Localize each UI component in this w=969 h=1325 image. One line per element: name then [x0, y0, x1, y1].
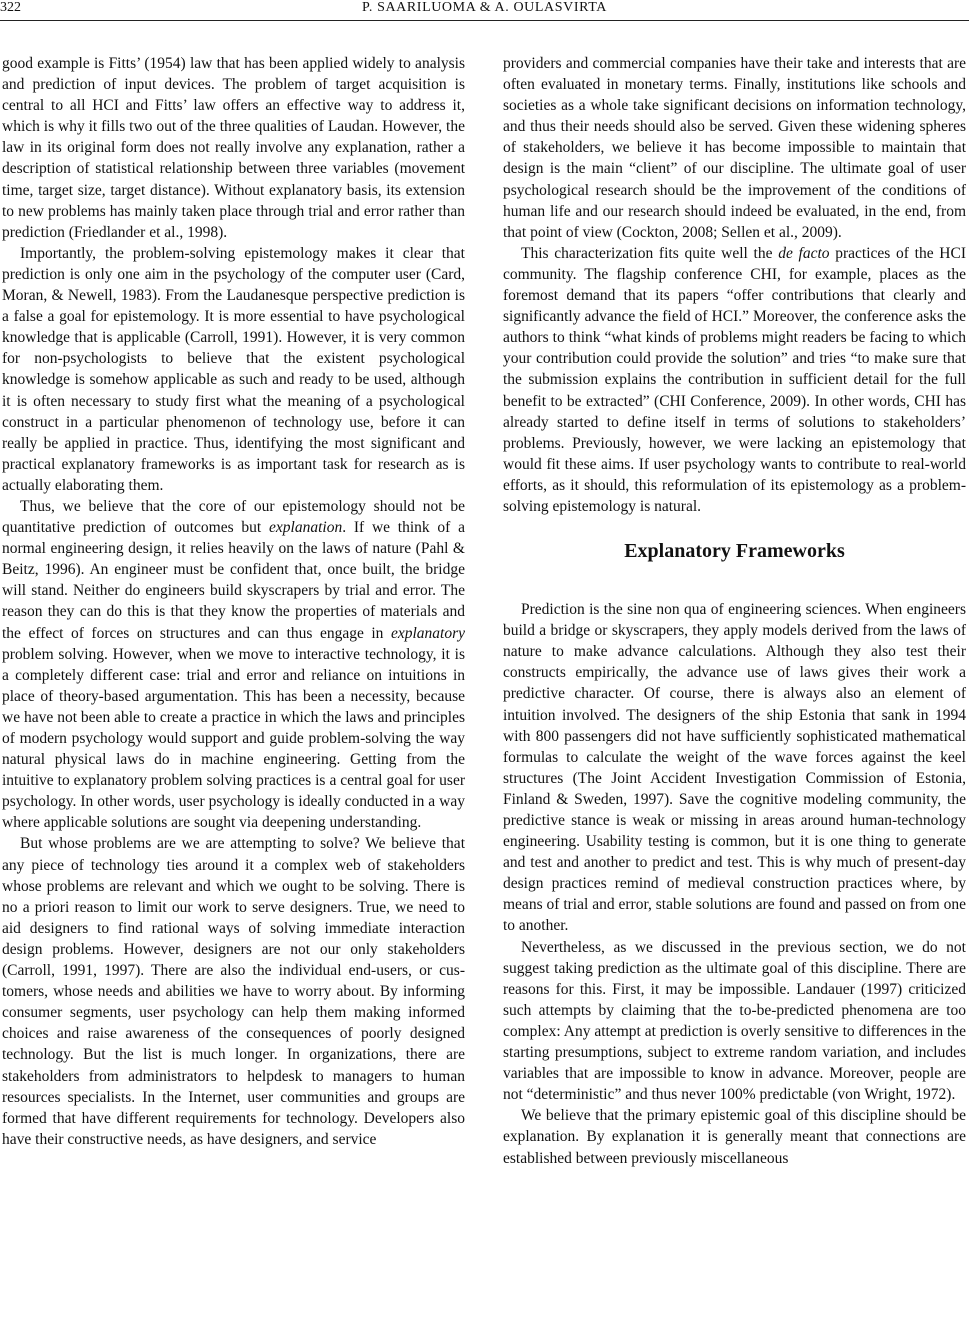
- header-rule: [0, 20, 969, 21]
- section-heading: Explanatory Frameworks: [624, 540, 845, 563]
- right-column: [503, 53, 966, 1169]
- paragraph: Importantly, the problem-solving epistemology makes it clear that prediction is only one aim in the psychology of the computer user (Card, Moran, & Newell, 1983). From the Laudanesque perspective prediction is a false a goal for epistemology. It is more essential to have psychological knowledge that is applicable (Carroll, 1991). However, it is very common for non-psychologists to believe that the existent psychological knowledge is somehow applicable as such and ready to be used, although it is often necessary to study first what the meaning of a psychological construct in a particular phenomenon of technology use, before it can really be applied in practice. Thus, identifying the most significant and practical explanatory frameworks is as important task for research as is actually elaborating them.: [2, 244, 465, 494]
- paragraph: [2, 496, 465, 834]
- paragraph: [503, 243, 966, 517]
- paragraph: We believe that the primary epistemic goal of this discipline should be explanation. By explanation it is generally meant that connections are established between previously miscellaneous: [503, 1107, 966, 1167]
- text-run: problem solving. However, when we move to interactive technology, it is a completely different case: trial and error and reliance on intuitions in place of theory-based argumentation. This has been a necessity, because we have not been able to create a practice in which the laws and principles of modern psychology would support and guide problem-solving the way natural physical laws do in machine engineering. Getting from the intuitive to explanatory problem solving practices is a central goal for user psychology. In other words, user psychology is ideally conducted in a way where applicable solutions are sought via deepening understanding.: [2, 645, 465, 832]
- emphasis: explanation: [269, 519, 343, 537]
- text-run: Thus, we believe that the core of our epistemology should not be quantitative prediction of outcomes but: [2, 497, 465, 537]
- emphasis: de facto: [778, 244, 830, 262]
- running-header: P. SAARILUOMA & A. OULASVIRTA: [362, 0, 607, 15]
- paragraph: But whose problems are we are attempting to solve? We believe that any piece of technology ties around it a complex web of stakeholders whose problems are relevant and which we ought to be solving. There is no a priori reason to limit our work to serve designers. True, we need to aid designers to find rational ways of solving immediate interaction design problems. However, designers are not our only stakeholders (Carroll, 1991, 1997). There are also the individual end-users, or customers, whose needs and abilities we have to worry about. By informing consumer segments, user psychology can help them making informed choices and raise awareness of the consequences of poorly designed technology. But the list is much longer. In organizations, there are stakeholders from administrators to helpdesk to managers to human resources specialists. In the Internet, user communities and groups are formed that have different requirements for technology. Developers also have their constructive needs, as have designers, and service: [2, 835, 465, 1148]
- paragraph: Prediction is the sine non qua of engineering sciences. When engineers build a bridge or skyscrapers, they apply models derived from the laws of nature to make advance calculations. Although they also test their constructs empirically, the advance use of laws gives their work a predictive character. Of course, there is always also an element of intuition involved. The designers of the ship Estonia that sank in 1994 with 800 passengers did not have sufficiently sophisticated mathematical formulas to calculate the weight of the wave forces against the keel structures (The Joint Accident Investigation Commission of Estonia, Finland & Sweden, 1997). Save the cognitive modeling community, the predictive stance is weak or missing in areas around human-technology engineering. Usability testing is common, but it is one thing to generate and test and another to predict and test. This is why much of present-day design practices remind of medieval construction practices where, by means of trial and error, stable solutions are found and passed on from one to another.: [503, 601, 966, 935]
- left-column: [2, 53, 465, 1150]
- paragraph: Nevertheless, as we discussed in the previous section, we do not suggest taking prediction as the ultimate goal of this discipline. There are reasons for this. First, it may be impossible. Landauer (1997) criticized such attempts by claiming that the to-be-predicted phenomena are too complex: Any attempt at prediction is overly sensitive to differences in the starting presumptions, subject to extreme random variation, and includes variables that are impossible to know in advance. Moreover, people are not “deterministic” and thus never 100% predictable (von Wright, 1972).: [503, 938, 966, 1104]
- text-run: . If we think of a normal engineering design, it relies heavily on the laws of nature (Pahl & Beitz, 1996). An engineer must be confident that, once built, the bridge will stand. Neither do engineers build skyscrapers by trial and error. The reason they can do this is that they know the properties of materials and the effect of forces on structures and can thus engage in: [2, 519, 465, 642]
- text-run: practices of the HCI community. The flagship conference CHI, for example, places as the foremost demand that its papers “offer contributions that clearly and significantly advance the field of HCI.” Moreover, the conference asks the authors to think “what kinds of problems might readers be facing to which your contribution could provide the solution” and tries “to make sure that the submission explains the contribution in sufficient detail for the full benefit to be extracted” (CHI Conference, 2009). In other words, CHI has already started to define itself in terms of solutions to stakeholders’ problems. Previously, however, we were lacking an epistemology that would fit these aims. If user psychology wants to contribute to real-world efforts, as it should, this reformulation of its epistemology as a problem-solving epistemology is natural.: [503, 244, 967, 515]
- text-run: This characterization fits quite well the: [521, 244, 779, 262]
- paragraph: good example is Fitts’ (1954) law that has been applied widely to analysis and prediction of input devices. The problem of target acquisition is central to all HCI and Fitts’ law offers an effective way to address it, which is why it fills two out of the three qualities of Laudan. However, the law in its original form does not really involve any explanation, rather a description of statistical relationship between three variables (movement time, target size, target distance). Without explanatory basis, its extension to new problems has mainly taken place through trial and error rather than prediction (Friedlander et al., 1998).: [2, 55, 465, 241]
- paragraph: providers and commercial companies have their take and interests that are often evaluated in monetary terms. Finally, institutions like schools and societies as a whole take significant decisions on information technology, and thus their needs should also be served. Given these widening spheres of stakeholders, we believe it has become impossible to maintain that design is the main “client” of our discipline. The ultimate goal of user psychological research should be the improvement of the conditions of human life and our research should indeed be evaluated, in the end, from that point of view (Cockton, 2008; Sellen et al., 2009).: [503, 55, 966, 241]
- emphasis: explanatory: [390, 624, 465, 642]
- page-number: 322: [0, 0, 21, 15]
